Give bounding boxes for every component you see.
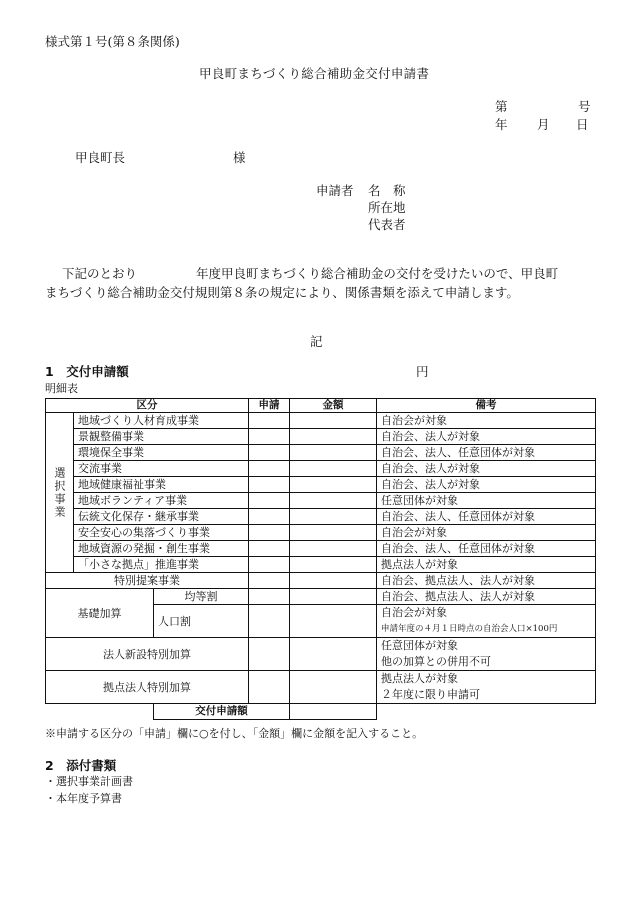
- kiso-label: 基礎加算: [46, 589, 154, 638]
- table-row: [46, 477, 596, 493]
- yen-unit: 円: [416, 364, 429, 379]
- table-row: [46, 557, 596, 573]
- row-name: 均等割: [154, 589, 249, 605]
- table-caption: 明細表: [45, 382, 78, 395]
- header-kingaku: 金額: [290, 399, 377, 413]
- date-month: 月: [537, 117, 550, 132]
- apply-cell[interactable]: [249, 445, 290, 461]
- table-row: [46, 589, 596, 605]
- table-note: ※申請する区分の「申請」欄に○を付し、「金額」欄に金額を記入すること。: [45, 727, 424, 740]
- attachment-item: ・選択事業計画書: [45, 775, 133, 788]
- note-cell: 自治会、法人が対象: [377, 477, 596, 493]
- table-row: [46, 638, 596, 671]
- note-line: 申請年度の４月１日時点の自治会人口×100円: [381, 624, 558, 634]
- apply-cell[interactable]: [249, 557, 290, 573]
- note-line: ２年度に限り申請可: [381, 688, 480, 701]
- section1-heading: 1 交付申請額: [45, 364, 129, 379]
- row-name: 交流事業: [74, 461, 249, 477]
- form-number: 様式第１号(第８条関係): [45, 34, 180, 49]
- applicant-label: 申請者: [316, 183, 354, 198]
- detail-table: [45, 398, 596, 720]
- table-row: [46, 509, 596, 525]
- amount-cell[interactable]: [290, 541, 377, 557]
- total-amount-cell[interactable]: [290, 704, 377, 720]
- addressee-name: 甲良町長: [75, 150, 126, 165]
- total-row: [46, 704, 596, 720]
- row-name: 地域健康福祉事業: [74, 477, 249, 493]
- note-line: 他の加算との併用不可: [381, 655, 491, 668]
- row-name: 地域ボランティア事業: [74, 493, 249, 509]
- table-row: [46, 541, 596, 557]
- row-name: 環境保全事業: [74, 445, 249, 461]
- amount-cell[interactable]: [290, 413, 377, 429]
- note-line: 任意団体が対象: [381, 639, 458, 652]
- amount-cell[interactable]: [290, 525, 377, 541]
- table-row: [46, 429, 596, 445]
- amount-cell[interactable]: [290, 461, 377, 477]
- total-spacer: [377, 704, 596, 720]
- row-name: 法人新設特別加算: [46, 638, 249, 671]
- amount-cell[interactable]: [290, 605, 377, 638]
- amount-cell[interactable]: [290, 493, 377, 509]
- row-name: 特別提案事業: [46, 573, 249, 589]
- row-name: 伝統文化保存・継承事業: [74, 509, 249, 525]
- note-cell: 任意団体が対象: [377, 493, 596, 509]
- apply-cell[interactable]: [249, 671, 290, 704]
- note-cell: 自治会が対象: [377, 525, 596, 541]
- table-row: [46, 445, 596, 461]
- table-header-row: [46, 399, 596, 413]
- row-name: 景観整備事業: [74, 429, 249, 445]
- amount-cell[interactable]: [290, 509, 377, 525]
- note-cell: 自治会、法人が対象: [377, 461, 596, 477]
- amount-cell[interactable]: [290, 573, 377, 589]
- document-title: 甲良町まちづくり総合補助金交付申請書: [199, 66, 430, 81]
- attachment-item: ・本年度予算書: [45, 792, 122, 805]
- doc-number-go: 号: [578, 99, 591, 114]
- amount-cell[interactable]: [290, 671, 377, 704]
- table-row: [46, 671, 596, 704]
- row-name: 人口割: [154, 605, 249, 638]
- date-day: 日: [576, 117, 589, 132]
- table-row: [46, 493, 596, 509]
- doc-number-dai: 第: [495, 99, 508, 114]
- header-biko: 備考: [377, 399, 596, 413]
- group-label-selected: 選択事業: [46, 413, 74, 573]
- apply-cell[interactable]: [249, 589, 290, 605]
- apply-cell[interactable]: [249, 509, 290, 525]
- row-name: 「小さな拠点」推進事業: [74, 557, 249, 573]
- body-line2: まちづくり総合補助金交付規則第８条の規定により、関係書類を添えて申請します。: [45, 285, 519, 300]
- row-name: 地域づくり人材育成事業: [74, 413, 249, 429]
- table-row: [46, 525, 596, 541]
- table-row: [46, 461, 596, 477]
- apply-cell[interactable]: [249, 477, 290, 493]
- note-cell: 自治会、法人、任意団体が対象: [377, 541, 596, 557]
- note-cell: [377, 671, 596, 704]
- amount-cell[interactable]: [290, 445, 377, 461]
- note-cell: 自治会が対象: [377, 413, 596, 429]
- addressee-sama: 様: [233, 150, 246, 165]
- note-cell: 自治会、法人が対象: [377, 429, 596, 445]
- table-row: [46, 413, 596, 429]
- body-line1-start: 下記のとおり: [62, 266, 138, 281]
- date-year: 年: [495, 117, 508, 132]
- table-row: [46, 573, 596, 589]
- body-line1-end: 年度甲良町まちづくり総合補助金の交付を受けたいので、甲良町: [196, 266, 559, 281]
- row-name: 拠点法人特別加算: [46, 671, 249, 704]
- apply-cell[interactable]: [249, 461, 290, 477]
- row-name: 地域資源の発掘・創生事業: [74, 541, 249, 557]
- amount-cell[interactable]: [290, 477, 377, 493]
- apply-cell[interactable]: [249, 573, 290, 589]
- note-cell: [377, 605, 596, 638]
- note-cell: 自治会、法人、任意団体が対象: [377, 445, 596, 461]
- applicant-rep-label: 代表者: [368, 217, 406, 232]
- apply-cell[interactable]: [249, 541, 290, 557]
- apply-cell[interactable]: [249, 525, 290, 541]
- note-line: 拠点法人が対象: [381, 672, 458, 685]
- total-spacer: [46, 704, 154, 720]
- applicant-name-label: 名 称: [368, 183, 406, 198]
- note-cell: 自治会、拠点法人、法人が対象: [377, 573, 596, 589]
- apply-cell[interactable]: [249, 605, 290, 638]
- header-kubun: 区分: [46, 399, 249, 413]
- row-name: 安全安心の集落づくり事業: [74, 525, 249, 541]
- note-cell: 自治会、拠点法人、法人が対象: [377, 589, 596, 605]
- apply-cell[interactable]: [249, 413, 290, 429]
- apply-cell[interactable]: [249, 429, 290, 445]
- apply-cell[interactable]: [249, 638, 290, 671]
- note-cell: 拠点法人が対象: [377, 557, 596, 573]
- amount-cell[interactable]: [290, 429, 377, 445]
- note-cell: 自治会、法人、任意団体が対象: [377, 509, 596, 525]
- header-shinsei: 申請: [249, 399, 290, 413]
- applicant-address-label: 所在地: [368, 200, 406, 215]
- note-cell: [377, 638, 596, 671]
- amount-cell[interactable]: [290, 589, 377, 605]
- amount-cell[interactable]: [290, 638, 377, 671]
- section2-heading: 2 添付書類: [45, 758, 117, 773]
- apply-cell[interactable]: [249, 493, 290, 509]
- ki-marker: 記: [310, 334, 323, 349]
- amount-cell[interactable]: [290, 557, 377, 573]
- note-line: 自治会が対象: [381, 606, 447, 619]
- total-label: 交付申請額: [154, 704, 290, 720]
